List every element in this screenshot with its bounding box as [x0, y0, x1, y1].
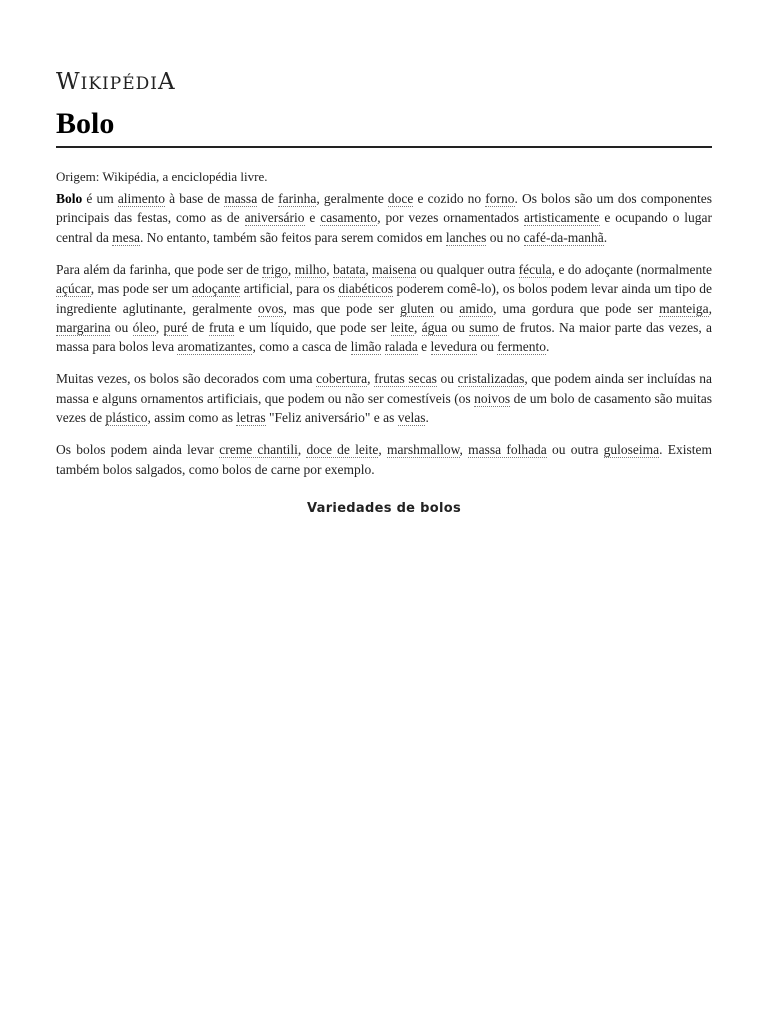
- article-link[interactable]: fermento: [497, 339, 546, 355]
- article-link[interactable]: margarina: [56, 319, 111, 335]
- text-run: ou qualquer outra: [416, 261, 519, 277]
- page-title: Bolo: [56, 106, 712, 148]
- article: [56, 68, 712, 516]
- text-run: é um: [82, 191, 118, 207]
- article-link[interactable]: ovos: [258, 300, 284, 316]
- section-heading: Variedades de bolos: [307, 500, 461, 516]
- text-run: e cozido no: [413, 191, 486, 207]
- article-link[interactable]: água: [421, 319, 448, 335]
- article-link[interactable]: plástico: [105, 410, 148, 426]
- text-run: .: [603, 229, 608, 245]
- article-link[interactable]: limão: [350, 339, 382, 355]
- article-link[interactable]: amido: [459, 300, 494, 316]
- text-run: ou: [433, 300, 460, 316]
- article-body: [56, 189, 712, 479]
- article-link[interactable]: levedura: [430, 339, 477, 355]
- article-link[interactable]: aniversário: [244, 210, 305, 226]
- bold-term: Bolo: [56, 191, 83, 207]
- article-link[interactable]: fruta: [208, 319, 235, 335]
- article-link[interactable]: fécula: [518, 261, 552, 277]
- text-run: .: [425, 410, 429, 426]
- article-link[interactable]: diabéticos: [338, 281, 394, 297]
- text-run: de frutos. Na maior parte das vezes, a massa para bolos leva: [56, 319, 713, 355]
- text-run: ,: [708, 300, 713, 316]
- article-link[interactable]: forno: [485, 191, 515, 207]
- text-run: , e do adoçante (normalmente: [551, 261, 713, 277]
- article-link[interactable]: farinha: [278, 191, 317, 207]
- article-link[interactable]: gluten: [400, 300, 434, 316]
- wikipedia-logo[interactable]: [56, 68, 712, 96]
- text-run: , como a casca de: [252, 339, 351, 355]
- article-link[interactable]: ralada: [384, 339, 418, 355]
- text-run: ou: [476, 339, 498, 355]
- article-link[interactable]: óleo: [132, 319, 156, 335]
- text-run: , mas que pode ser: [283, 300, 401, 316]
- logo-letter-w: W: [56, 69, 81, 95]
- logo-letters-middle: IKIPÉDI: [80, 74, 158, 94]
- text-run: . No entanto, também são feitos para serem comidos em: [139, 229, 446, 245]
- article-link[interactable]: sumo: [469, 319, 499, 335]
- article-link[interactable]: marshmallow: [386, 442, 460, 458]
- text-run: ou: [436, 371, 458, 387]
- text-run: , que podem ainda ser incluídas na massa e alguns ornamentos artificiais, que podem ou não ser comestíveis (os: [56, 371, 712, 406]
- text-run: "Feliz aniversário" e as: [265, 410, 398, 426]
- paragraph: [56, 260, 712, 356]
- article-link[interactable]: doce: [387, 191, 414, 207]
- text-run: poderem comê-lo), os bolos podem levar ainda um tipo de ingrediente aglutinante, geralmente: [56, 281, 712, 316]
- text-run: Muitas vezes, os bolos são decorados com uma: [56, 371, 317, 387]
- article-link[interactable]: lanches: [445, 229, 487, 245]
- text-run: ,: [365, 261, 373, 277]
- text-run: , por vezes ornamentados: [377, 210, 524, 226]
- text-run: de: [257, 191, 279, 207]
- text-run: e um líquido, que pode ser: [234, 319, 391, 335]
- article-link[interactable]: velas: [397, 410, 426, 426]
- text-run: , geralmente: [316, 191, 388, 207]
- text-run: ,: [287, 261, 295, 277]
- text-run: , mas pode ser um: [90, 281, 193, 297]
- text-run: de um bolo de casamento são muitas vezes de: [56, 390, 712, 426]
- text-run: e: [304, 210, 321, 226]
- article-link[interactable]: café-da-manhã: [523, 229, 604, 245]
- article-link[interactable]: leite: [390, 319, 414, 335]
- article-link[interactable]: batata: [333, 261, 366, 277]
- article-link[interactable]: puré: [163, 319, 188, 335]
- article-link[interactable]: massa folhada: [468, 442, 547, 458]
- text-run: ,: [155, 319, 164, 335]
- text-run: ,: [378, 442, 387, 458]
- text-run: Os bolos podem ainda levar: [56, 442, 220, 458]
- article-link[interactable]: doce de leite: [306, 442, 379, 458]
- text-run: ,: [297, 442, 307, 458]
- article-link[interactable]: mesa: [112, 229, 140, 245]
- text-run: de: [187, 319, 209, 335]
- text-run: artificial, para os: [240, 281, 339, 297]
- text-run: , uma gordura que pode ser: [493, 300, 660, 316]
- article-link[interactable]: trigo: [262, 261, 288, 277]
- text-run: e ocupando o lugar central da: [56, 210, 712, 245]
- article-link[interactable]: letras: [236, 410, 266, 426]
- article-link[interactable]: cobertura: [316, 371, 368, 387]
- text-run: ou: [110, 319, 133, 335]
- paragraph: [56, 440, 712, 479]
- text-run: . Existem também bolos salgados, como bolos de carne por exemplo.: [56, 442, 712, 477]
- text-run: Para além da farinha, que pode ser de: [56, 261, 263, 277]
- article-link[interactable]: cristalizadas: [457, 371, 525, 387]
- article-link[interactable]: massa: [224, 191, 258, 207]
- article-link[interactable]: creme chantili: [219, 442, 298, 458]
- text-run: ,: [413, 319, 422, 335]
- article-link[interactable]: artisticamente: [523, 210, 600, 226]
- article-link[interactable]: guloseima: [603, 442, 660, 458]
- article-link[interactable]: alimento: [117, 191, 166, 207]
- logo-letter-a: A: [157, 69, 176, 95]
- text-run: ou outra: [546, 442, 604, 458]
- article-link[interactable]: casamento: [320, 210, 378, 226]
- paragraph: [56, 189, 712, 247]
- article-link[interactable]: noivos: [474, 390, 511, 406]
- article-link[interactable]: manteiga: [659, 300, 709, 316]
- text-run: . Os bolos são um dos componentes principais das festas, como as de: [56, 191, 712, 226]
- text-run: ,: [459, 442, 469, 458]
- text-run: , assim como as: [147, 410, 237, 426]
- text-run: à base de: [165, 191, 225, 207]
- text-run: ou: [447, 319, 470, 335]
- article-link[interactable]: adoçante: [192, 281, 241, 297]
- article-link[interactable]: maisena: [372, 261, 417, 277]
- paragraph: [56, 369, 712, 427]
- article-link[interactable]: milho: [294, 261, 327, 277]
- origin-note: Origem: Wikipédia, a enciclopédia livre.: [56, 169, 268, 185]
- text-run: e: [417, 339, 431, 355]
- article-link[interactable]: frutas secas: [374, 371, 437, 387]
- article-link[interactable]: açúcar: [56, 281, 91, 297]
- text-run: ,: [367, 371, 375, 387]
- text-run: ,: [326, 261, 334, 277]
- text-run: .: [545, 339, 550, 355]
- text-run: ou no: [486, 229, 524, 245]
- article-link[interactable]: aromatizantes: [177, 339, 253, 355]
